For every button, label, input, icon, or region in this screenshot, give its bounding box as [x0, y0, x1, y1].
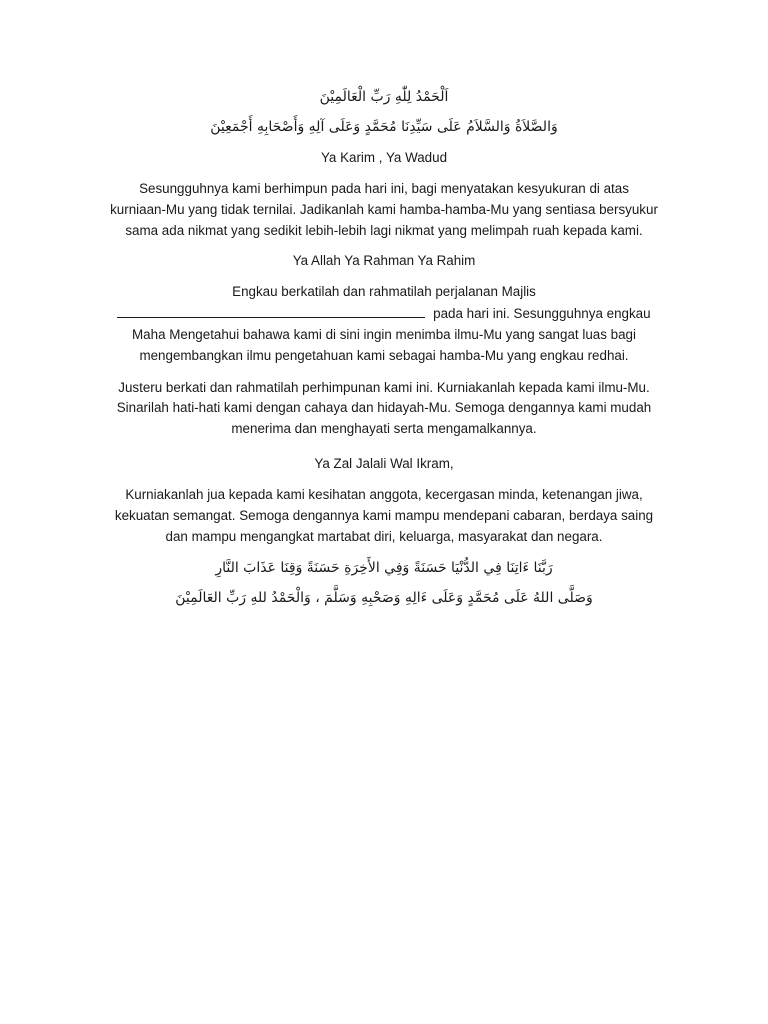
heading-ya-karim: Ya Karim , Ya Wadud: [320, 150, 448, 165]
paragraph-majlis: [110, 282, 658, 366]
arabic-opening-salawat: وَالصَّلاَةُ وَالسَّلاَمُ عَلَى سَيِّدِنَا مُحَمَّدٍ وَعَلَى آلِهِ وَأَصْحَابِهِ أَجْمَعِيْنَ: [210, 119, 558, 135]
paragraph-majlis-end: pada hari ini. Sesungguhnya engkau Maha Mengetahui bahawa kami di sini ingin menimba ilmu-Mu yang sangat luas bagi mengembangkan ilmu pengetahuan kami sebagai hamba-Mu yang engkau redhai.: [132, 306, 651, 363]
paragraph-kesihatan: Kurniakanlah jua kepada kami kesihatan anggota, kecergasan minda, ketenangan jiwa, kekuatan semangat. Semoga dengannya kami mampu mendepani cabaran, berdaya saing dan mampu mengangkat martabat diri, keluarga, masyarakat dan negara.: [114, 486, 654, 544]
paragraph-justeru: Justeru berkati dan rahmatilah perhimpunan kami ini. Kurniakanlah kepada kami ilmu-Mu. Sinarilah hati-hati kami dengan cahaya dan hidayah-Mu. Semoga dengannya kami mudah menerima dan menghayati serta mengamalkannya.: [116, 379, 652, 437]
heading-ya-allah: Ya Allah Ya Rahman Ya Rahim: [292, 253, 476, 269]
fill-in-blank-line: [117, 303, 425, 318]
heading-ya-zal-jalali: Ya Zal Jalali Wal Ikram,: [314, 455, 454, 471]
paragraph-majlis-start: Engkau berkatilah dan rahmatilah perjalanan Majlis: [232, 284, 536, 300]
arabic-opening-hamdalah: اَلْحَمْدُ لِلّٰهِ رَبِّ الْعَالَمِيْنَ: [319, 89, 449, 105]
arabic-closing-rabbana: رَبَّنَا ءَاتِنَا فِي الدُّنْيَا حَسَنَةً وَفِي الأَخِرَةِ حَسَنَةً وَقِنَا عَذَابَ النَّارِ: [215, 560, 553, 577]
paragraph-kesyukuran: Sesungguhnya kami berhimpun pada hari ini, bagi menyatakan kesyukuran di atas kurniaan-Mu yang tidak ternilai. Jadikanlah kami hamba-hamba-Mu yang sentiasa bersyukur sama ada nikmat yang sedikit lebih-lebih lagi nikmat yang melimpah ruah kepada kami.: [110, 181, 658, 238]
doa-document: [110, 86, 658, 609]
arabic-closing-salawat: وَصَلَّى اللهُ عَلَى مُحَمَّدٍ وَعَلَى ءَالِهِ وَصَحْبِهِ وَسَلَّمَ ، وَالْحَمْدُ للهِ رَبِّ العَالَمِيْنَ: [175, 590, 593, 607]
